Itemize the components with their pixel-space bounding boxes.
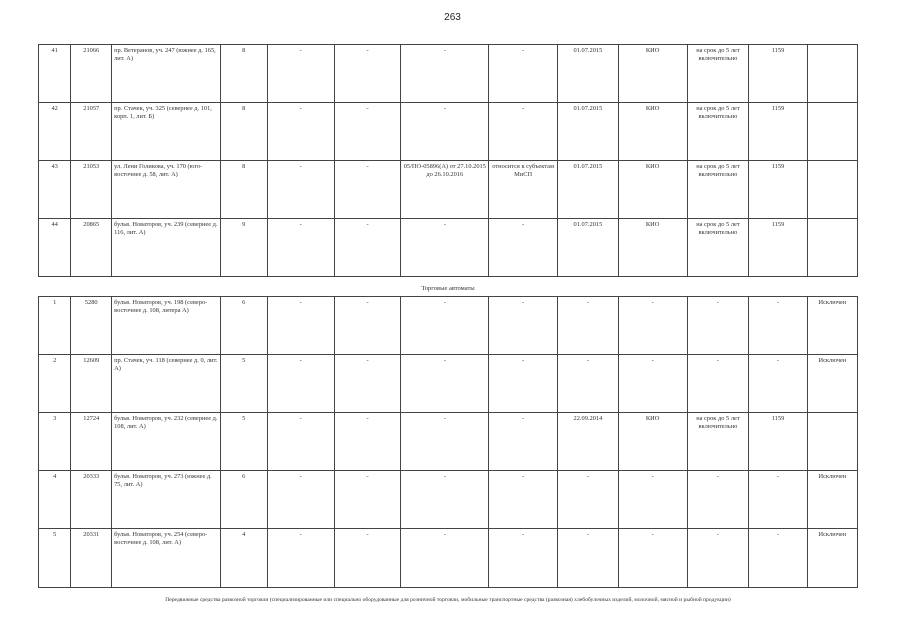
table-cell: - — [489, 413, 558, 471]
table-cell: - — [749, 297, 807, 355]
table-cell: пр. Ветеранов, уч. 247 (южнее д. 165, лит. А) — [112, 45, 221, 103]
vending-table — [38, 296, 858, 588]
table-cell: бульв. Новаторов, уч. 254 (северо-восточнее д. 108, лит. А) — [112, 529, 221, 588]
table-cell: - — [687, 529, 749, 588]
table-cell: - — [401, 45, 489, 103]
table-row — [39, 297, 858, 355]
table-cell: Исключен — [807, 297, 857, 355]
table-cell: - — [267, 355, 334, 413]
table-cell: - — [334, 103, 401, 161]
table-cell: - — [401, 529, 489, 588]
table-cell: 5 — [220, 355, 267, 413]
table-cell: 1159 — [749, 103, 807, 161]
table-cell: - — [401, 413, 489, 471]
table-cell: 8 — [220, 103, 267, 161]
table-cell: 9 — [220, 219, 267, 277]
table-cell: 8 — [220, 45, 267, 103]
table-cell: 1159 — [749, 413, 807, 471]
table-cell: 21053 — [71, 161, 112, 219]
table-cell: ул. Лени Голикова, уч. 170 (юго-восточнее д. 58, лит. А) — [112, 161, 221, 219]
table-row — [39, 45, 858, 103]
table-cell: 05/ПО-05896(А) от 27.10.2015 до 26.10.2016 — [401, 161, 489, 219]
table-cell: 8 — [220, 161, 267, 219]
table-cell: 1159 — [749, 161, 807, 219]
table-cell — [807, 103, 857, 161]
table-cell: 12609 — [71, 355, 112, 413]
table-cell: - — [334, 219, 401, 277]
table-cell: бульв. Новаторов, уч. 232 (севернее д. 108, лит. А) — [112, 413, 221, 471]
table-cell: Исключен — [807, 471, 857, 529]
table-cell: на срок до 5 лет включительно — [687, 161, 749, 219]
table-cell: бульв. Новаторов, уч. 273 (южнее д. 75, лит. А) — [112, 471, 221, 529]
table-cell: - — [558, 529, 619, 588]
table-cell: 1 — [39, 297, 71, 355]
table-cell: 44 — [39, 219, 71, 277]
table-cell: 01.07.2015 — [558, 219, 619, 277]
table-cell: - — [489, 45, 558, 103]
table-cell — [807, 161, 857, 219]
table-cell: - — [618, 471, 687, 529]
table-cell: 22.09.2014 — [558, 413, 619, 471]
table-cell: - — [489, 355, 558, 413]
table-cell: - — [267, 45, 334, 103]
table-cell: 01.07.2015 — [558, 103, 619, 161]
table-cell: 3 — [39, 413, 71, 471]
footnote: Передвижные средства развозной торговли (специализированные или специально оборудованные для розничной торговли, мобильные транспортные средства (развозная) хлебобулочных изделий, молочной, мясной и рыбной продукции) — [165, 597, 731, 603]
table-cell: 20865 — [71, 219, 112, 277]
table-cell: - — [489, 219, 558, 277]
table-row — [39, 413, 858, 471]
table-cell: - — [267, 219, 334, 277]
table-cell: КИО — [618, 45, 687, 103]
table-cell: бульв. Новаторов, уч. 198 (северо-восточнее д. 108, литера А) — [112, 297, 221, 355]
table-cell: - — [334, 471, 401, 529]
section-title: Торговые автоматы — [421, 285, 475, 292]
table-row — [39, 529, 858, 588]
table-cell: 21057 — [71, 103, 112, 161]
table-cell: 1159 — [749, 45, 807, 103]
table-cell: КИО — [618, 219, 687, 277]
table-cell: - — [749, 355, 807, 413]
table-row — [39, 219, 858, 277]
table-cell: на срок до 5 лет включительно — [687, 219, 749, 277]
table-cell: - — [489, 297, 558, 355]
table-cell: - — [401, 297, 489, 355]
table-cell: 4 — [39, 471, 71, 529]
table-cell: 43 — [39, 161, 71, 219]
table-cell: - — [749, 529, 807, 588]
table-cell: - — [687, 471, 749, 529]
table-cell — [807, 219, 857, 277]
table-cell: - — [558, 471, 619, 529]
table-cell: - — [401, 103, 489, 161]
stations-table — [38, 44, 858, 277]
page-number: 263 — [444, 12, 461, 23]
table-cell: - — [687, 355, 749, 413]
table-cell: - — [489, 529, 558, 588]
table-cell: пр. Стачек, уч. 118 (севернее д. 0, лит. А) — [112, 355, 221, 413]
table-cell: - — [334, 529, 401, 588]
table-cell: 5 — [220, 413, 267, 471]
table-cell: - — [489, 471, 558, 529]
table-cell: - — [334, 297, 401, 355]
table-cell: - — [267, 529, 334, 588]
table-cell: 01.07.2015 — [558, 161, 619, 219]
table-cell: - — [687, 297, 749, 355]
table-cell: - — [267, 413, 334, 471]
table-cell: - — [749, 471, 807, 529]
table-cell: 20333 — [71, 471, 112, 529]
table-cell: - — [267, 103, 334, 161]
table-cell: - — [401, 471, 489, 529]
table-cell — [807, 413, 857, 471]
table-cell: - — [267, 161, 334, 219]
table-cell: КИО — [618, 103, 687, 161]
table-cell: 6 — [220, 297, 267, 355]
table-row — [39, 471, 858, 529]
table-cell: 20331 — [71, 529, 112, 588]
table-cell: - — [558, 297, 619, 355]
table-cell: 5 — [39, 529, 71, 588]
table-cell: 01.07.2015 — [558, 45, 619, 103]
table-cell: 6 — [220, 471, 267, 529]
table-cell: Исключен — [807, 529, 857, 588]
table-cell: - — [618, 355, 687, 413]
table-cell: 21066 — [71, 45, 112, 103]
table-cell: - — [334, 413, 401, 471]
table-cell: 42 — [39, 103, 71, 161]
table-cell: 1159 — [749, 219, 807, 277]
table-cell: 5280 — [71, 297, 112, 355]
table-cell: - — [489, 103, 558, 161]
table-cell: 41 — [39, 45, 71, 103]
table-cell: - — [267, 471, 334, 529]
table-cell: Исключен — [807, 355, 857, 413]
table-cell: на срок до 5 лет включительно — [687, 45, 749, 103]
table-cell: КИО — [618, 161, 687, 219]
table-cell: 2 — [39, 355, 71, 413]
table-cell: - — [334, 355, 401, 413]
table-cell: - — [334, 161, 401, 219]
table-cell: бульв. Новаторов, уч. 239 (севернее д. 116, лит. А) — [112, 219, 221, 277]
table-cell: 4 — [220, 529, 267, 588]
table-cell: - — [334, 45, 401, 103]
table-cell: - — [618, 297, 687, 355]
table-cell: 12724 — [71, 413, 112, 471]
table-cell: - — [401, 355, 489, 413]
table-cell: КИО — [618, 413, 687, 471]
table-row — [39, 161, 858, 219]
table-row — [39, 355, 858, 413]
table-cell: - — [558, 355, 619, 413]
table-cell: на срок до 5 лет включительно — [687, 103, 749, 161]
table-cell: относится к субъектам МиСП — [489, 161, 558, 219]
table-cell: пр. Стачек, уч. 325 (севернее д. 101, корп. 1, лит. Б) — [112, 103, 221, 161]
table-cell: - — [618, 529, 687, 588]
table-cell — [807, 45, 857, 103]
table-cell: - — [267, 297, 334, 355]
table-cell: - — [401, 219, 489, 277]
table-cell: на срок до 5 лет включительно — [687, 413, 749, 471]
table-row — [39, 103, 858, 161]
